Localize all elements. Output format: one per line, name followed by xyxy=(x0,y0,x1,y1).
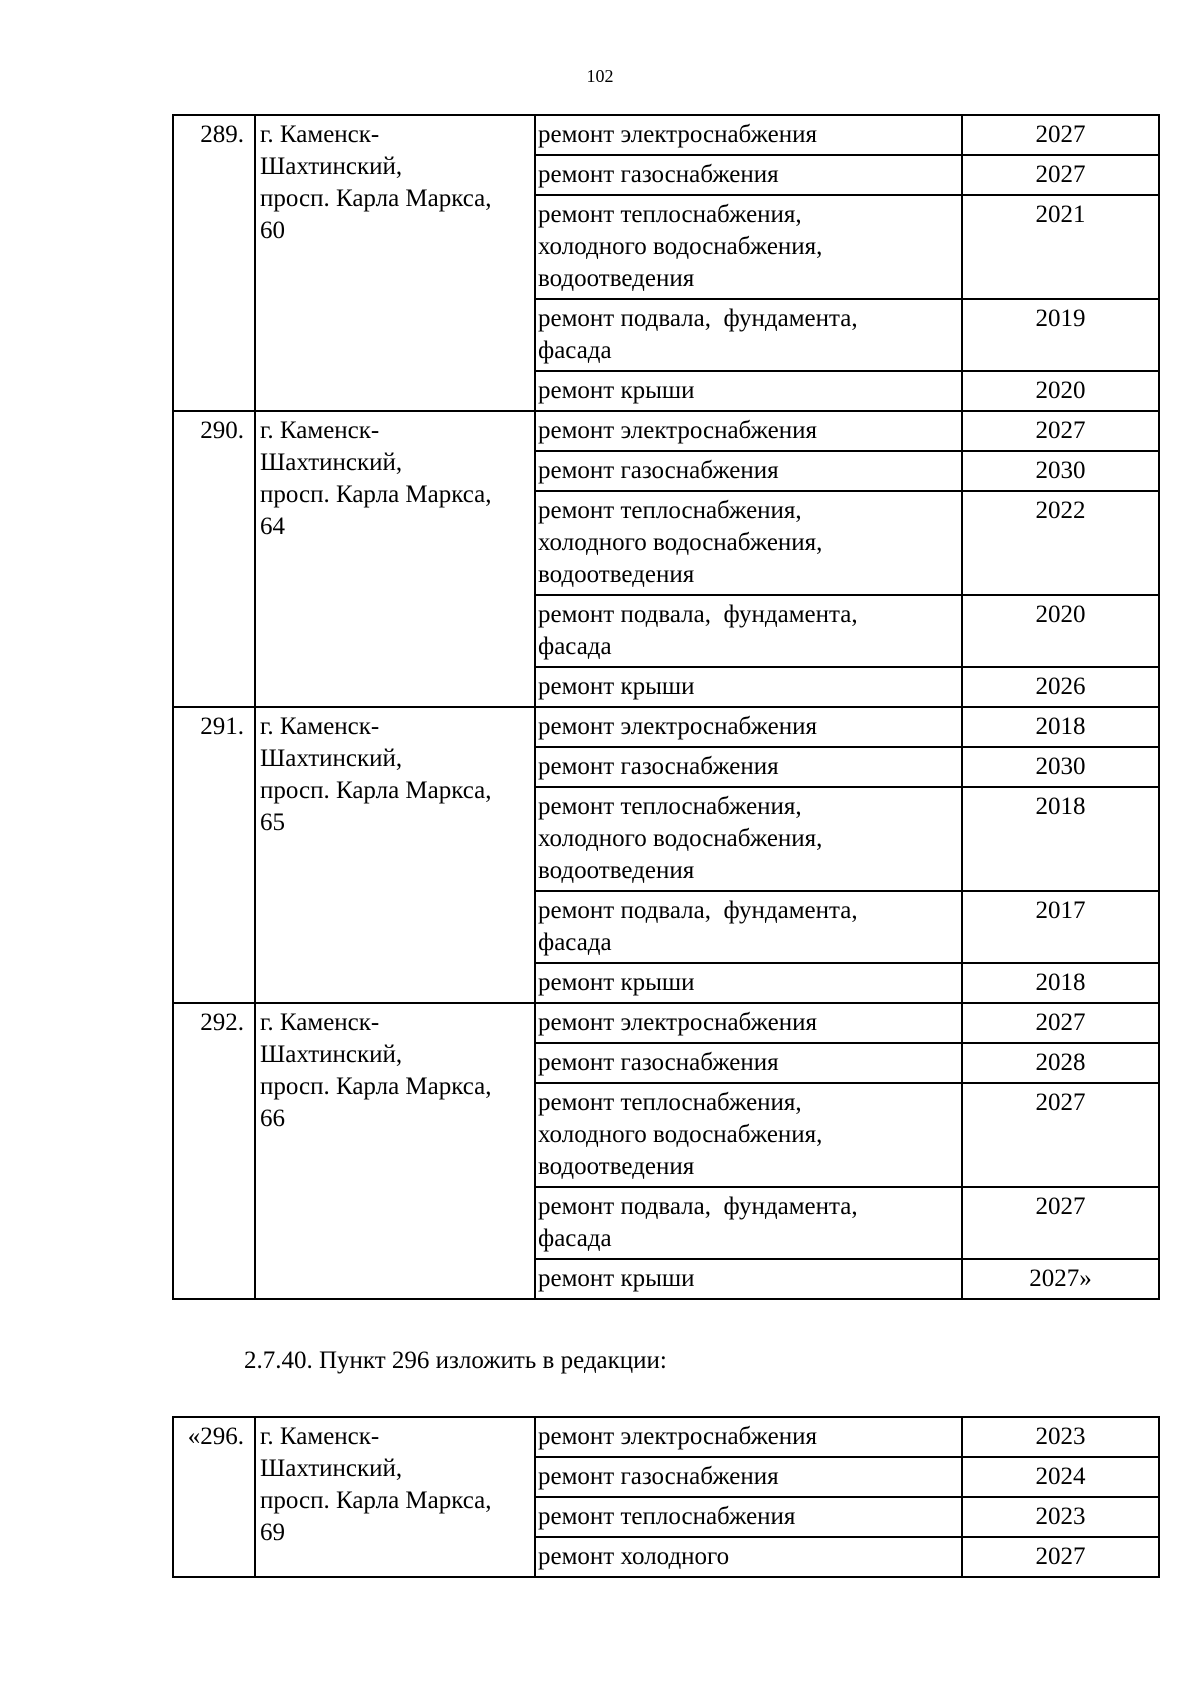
work-type-cell xyxy=(535,707,962,747)
work-line: фасада xyxy=(538,1225,612,1252)
table-row xyxy=(173,1003,1159,1043)
year-cell: 2020 xyxy=(962,371,1159,411)
address-cell xyxy=(255,707,535,1003)
work-line: ремонт крыши xyxy=(538,673,695,700)
address-line: просп. Карла Маркса, xyxy=(260,185,492,212)
year-cell: 2027 xyxy=(962,115,1159,155)
year-cell: 2024 xyxy=(962,1457,1159,1497)
address-line: просп. Карла Маркса, xyxy=(260,1487,492,1514)
item-296-table xyxy=(172,1416,1160,1578)
work-line: фасада xyxy=(538,929,612,956)
address-line: Шахтинский, xyxy=(260,1041,403,1068)
address-line: Шахтинский, xyxy=(260,1455,403,1482)
address-cell xyxy=(255,1417,535,1577)
work-line: ремонт холодного xyxy=(538,1543,730,1570)
address-line: 60 xyxy=(260,217,285,244)
table-body xyxy=(173,115,1159,1299)
year-cell: 2027 xyxy=(962,1187,1159,1259)
address-cell xyxy=(255,411,535,707)
work-line: ремонт газоснабжения xyxy=(538,1049,779,1076)
address-line: 65 xyxy=(260,809,285,836)
page-number: 102 xyxy=(586,66,614,86)
work-type-cell xyxy=(535,1083,962,1187)
amendment-paragraph: 2.7.40. Пункт 296 изложить в редакции: xyxy=(244,1347,667,1374)
address-line: просп. Карла Маркса, xyxy=(260,1073,492,1100)
table-row xyxy=(173,411,1159,451)
address-line: г. Каменск- xyxy=(260,1009,380,1036)
work-line: ремонт теплоснабжения, xyxy=(538,497,802,524)
work-line: ремонт газоснабжения xyxy=(538,753,779,780)
year-cell: 2022 xyxy=(962,491,1159,595)
year-cell: 2030 xyxy=(962,747,1159,787)
work-line: водоотведения xyxy=(538,265,695,292)
work-line: ремонт крыши xyxy=(538,377,695,404)
address-line: просп. Карла Маркса, xyxy=(260,481,492,508)
address-line: Шахтинский, xyxy=(260,745,403,772)
year-cell: 2019 xyxy=(962,299,1159,371)
work-line: ремонт электроснабжения xyxy=(538,713,817,740)
work-line: ремонт электроснабжения xyxy=(538,1423,817,1450)
item-number: 290. xyxy=(173,411,255,707)
address-line: г. Каменск- xyxy=(260,417,380,444)
work-line: ремонт крыши xyxy=(538,969,695,996)
repair-schedule-table xyxy=(172,114,1160,1300)
work-line: холодного водоснабжения, xyxy=(538,233,823,260)
item-number: 289. xyxy=(173,115,255,411)
work-line: ремонт электроснабжения xyxy=(538,417,817,444)
work-type-cell xyxy=(535,1537,962,1577)
work-line: ремонт теплоснабжения, xyxy=(538,201,802,228)
work-line: фасада xyxy=(538,337,612,364)
work-line: водоотведения xyxy=(538,857,695,884)
year-cell: 2021 xyxy=(962,195,1159,299)
work-line: ремонт теплоснабжения, xyxy=(538,793,802,820)
year-cell: 2017 xyxy=(962,891,1159,963)
work-line: холодного водоснабжения, xyxy=(538,1121,823,1148)
year-cell: 2027 xyxy=(962,1083,1159,1187)
work-line: ремонт подвала, фундамента, xyxy=(538,601,858,628)
year-cell: 2026 xyxy=(962,667,1159,707)
work-line: ремонт подвала, фундамента, xyxy=(538,897,858,924)
work-line: ремонт теплоснабжения xyxy=(538,1503,796,1530)
year-cell: 2027 xyxy=(962,1003,1159,1043)
work-line: ремонт газоснабжения xyxy=(538,457,779,484)
address-line: 69 xyxy=(260,1519,285,1546)
work-line: ремонт теплоснабжения, xyxy=(538,1089,802,1116)
year-cell: 2023 xyxy=(962,1417,1159,1457)
work-line: ремонт электроснабжения xyxy=(538,1009,817,1036)
year-cell: 2028 xyxy=(962,1043,1159,1083)
year-cell: 2018 xyxy=(962,963,1159,1003)
work-type-cell xyxy=(535,1457,962,1497)
work-type-cell xyxy=(535,451,962,491)
work-type-cell xyxy=(535,299,962,371)
work-line: ремонт газоснабжения xyxy=(538,161,779,188)
work-line: фасада xyxy=(538,633,612,660)
address-line: г. Каменск- xyxy=(260,1423,380,1450)
address-line: 64 xyxy=(260,513,285,540)
year-cell: 2023 xyxy=(962,1497,1159,1537)
work-line: холодного водоснабжения, xyxy=(538,825,823,852)
work-type-cell xyxy=(535,667,962,707)
work-type-cell xyxy=(535,595,962,667)
work-type-cell xyxy=(535,155,962,195)
work-type-cell xyxy=(535,747,962,787)
work-line: ремонт подвала, фундамента, xyxy=(538,1193,858,1220)
year-cell: 2030 xyxy=(962,451,1159,491)
work-line: ремонт подвала, фундамента, xyxy=(538,305,858,332)
year-cell: 2018 xyxy=(962,707,1159,747)
item-number: 291. xyxy=(173,707,255,1003)
year-cell: 2018 xyxy=(962,787,1159,891)
work-type-cell xyxy=(535,891,962,963)
year-cell: 2027 xyxy=(962,1537,1159,1577)
work-type-cell xyxy=(535,1497,962,1537)
year-cell: 2027 xyxy=(962,411,1159,451)
address-cell xyxy=(255,115,535,411)
work-type-cell xyxy=(535,963,962,1003)
work-line: ремонт газоснабжения xyxy=(538,1463,779,1490)
address-line: Шахтинский, xyxy=(260,449,403,476)
work-type-cell xyxy=(535,195,962,299)
table-row xyxy=(173,1417,1159,1457)
work-type-cell xyxy=(535,371,962,411)
work-type-cell xyxy=(535,1043,962,1083)
table-row xyxy=(173,115,1159,155)
work-type-cell xyxy=(535,1187,962,1259)
item-number: 292. xyxy=(173,1003,255,1299)
address-line: просп. Карла Маркса, xyxy=(260,777,492,804)
item-number: «296. xyxy=(173,1417,255,1577)
work-type-cell xyxy=(535,411,962,451)
table-body xyxy=(173,1417,1159,1577)
year-cell: 2020 xyxy=(962,595,1159,667)
work-line: ремонт крыши xyxy=(538,1265,695,1292)
work-type-cell xyxy=(535,1259,962,1299)
address-line: г. Каменск- xyxy=(260,713,380,740)
address-line: Шахтинский, xyxy=(260,153,403,180)
work-type-cell xyxy=(535,491,962,595)
work-type-cell xyxy=(535,1417,962,1457)
work-type-cell xyxy=(535,1003,962,1043)
work-line: водоотведения xyxy=(538,1153,695,1180)
work-line: ремонт электроснабжения xyxy=(538,121,817,148)
address-line: 66 xyxy=(260,1105,285,1132)
work-type-cell xyxy=(535,787,962,891)
year-cell: 2027» xyxy=(962,1259,1159,1299)
address-cell xyxy=(255,1003,535,1299)
work-type-cell xyxy=(535,115,962,155)
table-row xyxy=(173,707,1159,747)
address-line: г. Каменск- xyxy=(260,121,380,148)
year-cell: 2027 xyxy=(962,155,1159,195)
work-line: холодного водоснабжения, xyxy=(538,529,823,556)
work-line: водоотведения xyxy=(538,561,695,588)
